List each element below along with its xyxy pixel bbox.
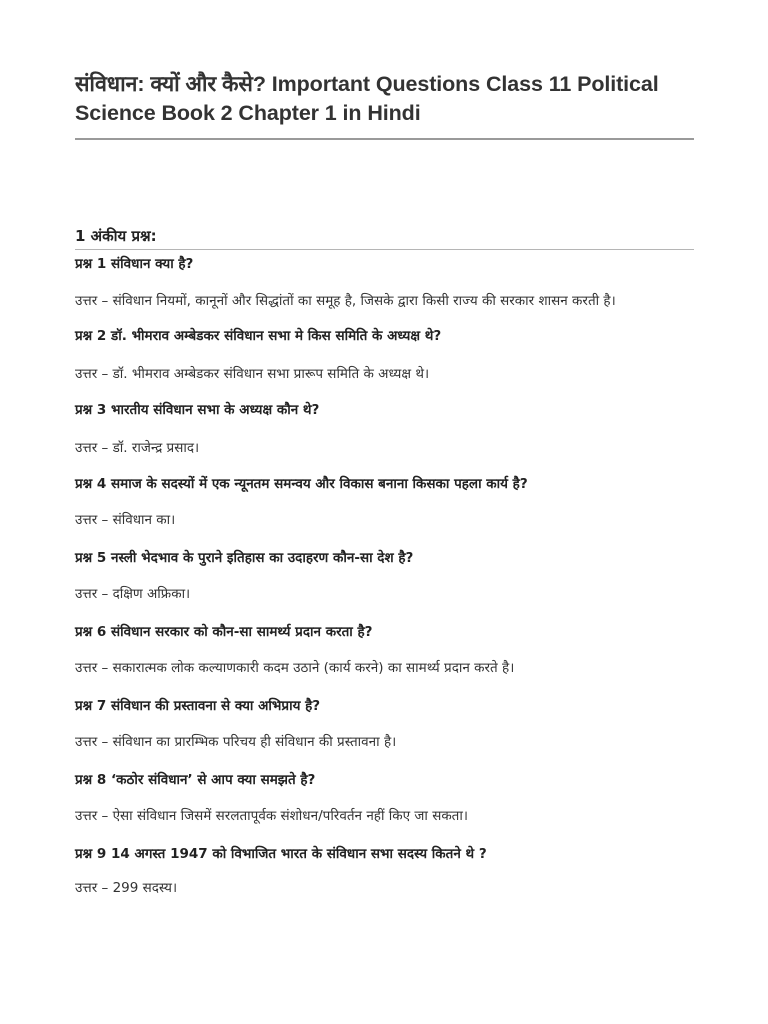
question-text: प्रश्न 6 संविधान सरकार को कौन-सा सामर्थ्य प्रदान करता है? [75, 624, 373, 640]
section-heading: 1 अंकीय प्रश्न: [75, 227, 157, 245]
qa-list [75, 253, 694, 899]
answer-text: उत्तर – डॉ. राजेन्द्र प्रसाद। [75, 440, 200, 456]
qa-item [75, 325, 694, 385]
qa-item [75, 547, 694, 605]
answer-text: उत्तर – ऐसा संविधान जिसमें सरलतापूर्वक संशोधन/परिवर्तन नहीं किए जा सकता। [75, 808, 468, 824]
question-text: प्रश्न 9 14 अगस्त 1947 को विभाजित भारत के संविधान सभा सदस्य कितने थे ? [75, 846, 487, 862]
question-text: प्रश्न 4 समाज के सदस्यों में एक न्यूनतम समन्वय और विकास बनाना किसका पहला कार्य है? [75, 476, 528, 492]
question-text: प्रश्न 2 डॉ. भीमराव अम्बेडकर संविधान सभा मे किस समिति के अध्यक्ष थे? [75, 328, 442, 344]
qa-item [75, 399, 694, 459]
qa-item [75, 621, 694, 679]
qa-item [75, 769, 694, 827]
answer-text: उत्तर – संविधान नियमों, कानूनों और सिद्धांतों का समूह है, जिसके द्वारा किसी राज्य की सरकार शासन करती है। [75, 293, 616, 309]
question-text: प्रश्न 1 संविधान क्या है? [75, 256, 194, 272]
qa-item [75, 843, 694, 899]
answer-text: उत्तर – 299 सदस्य। [75, 880, 178, 896]
answer-text: उत्तर – संविधान का। [75, 512, 176, 528]
section-divider [75, 249, 694, 250]
title-divider [75, 138, 694, 140]
answer-text: उत्तर – दक्षिण अफ्रिका। [75, 586, 191, 602]
qa-item [75, 695, 694, 753]
question-text: प्रश्न 8 ‘कठोर संविधान’ से आप क्या समझते है? [75, 772, 316, 788]
answer-text: उत्तर – सकारात्मक लोक कल्याणकारी कदम उठाने (कार्य करने) का सामर्थ्य प्रदान करते है। [75, 660, 515, 676]
question-text: प्रश्न 5 नस्ली भेदभाव के पुराने इतिहास का उदाहरण कौन-सा देश है? [75, 550, 414, 566]
answer-text: उत्तर – डॉ. भीमराव अम्बेडकर संविधान सभा प्रारूप समिति के अध्यक्ष थे। [75, 366, 430, 382]
qa-item [75, 253, 694, 312]
answer-text: उत्तर – संविधान का प्रारम्भिक परिचय ही संविधान की प्रस्तावना है। [75, 734, 397, 750]
question-text: प्रश्न 3 भारतीय संविधान सभा के अध्यक्ष कौन थे? [75, 402, 320, 418]
qa-item [75, 473, 694, 531]
page-title: संविधान: क्यों और कैसे? Important Questions Class 11 Political Science Book 2 Chapter 1 in Hindi [75, 72, 659, 125]
question-text: प्रश्न 7 संविधान की प्रस्तावना से क्या अभिप्राय है? [75, 698, 321, 714]
document-page [75, 0, 694, 899]
